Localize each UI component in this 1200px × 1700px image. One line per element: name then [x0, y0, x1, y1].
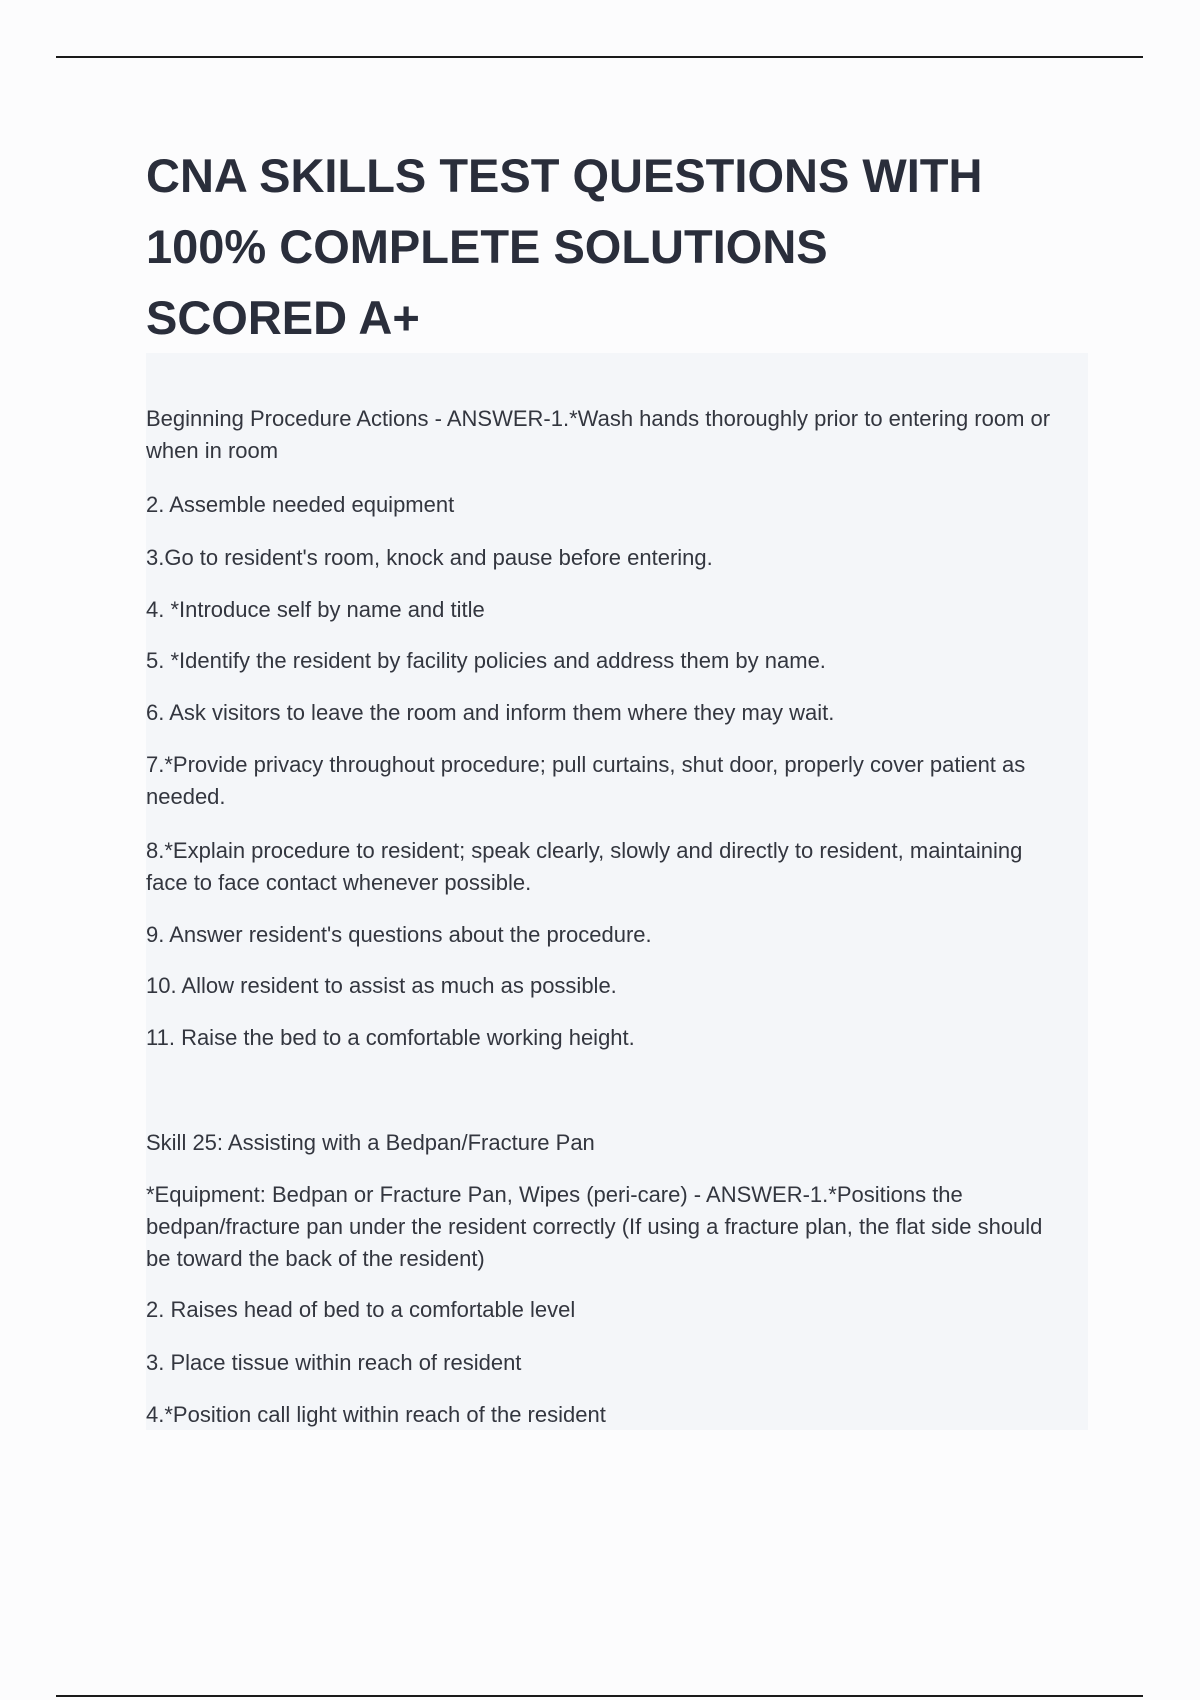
- title-line-2: 100% COMPLETE SOLUTIONS: [146, 220, 828, 273]
- answer-step-10: 10. Allow resident to assist as much as possible.: [146, 973, 617, 998]
- bedpan-step-3: 3. Place tissue within reach of resident: [146, 1350, 522, 1375]
- header-divider: [56, 56, 1143, 58]
- answer-step-2: 2. Assemble needed equipment: [146, 492, 455, 517]
- question-beginning-procedure: Beginning Procedure Actions - ANSWER-1.*Wash hands thoroughly prior to entering room or when in room: [146, 406, 1051, 463]
- document-title: [146, 140, 1106, 353]
- answer-step-11: 11. Raise the bed to a comfortable working height.: [146, 1025, 635, 1050]
- answer-step-6: 6. Ask visitors to leave the room and inform them where they may wait.: [146, 700, 835, 725]
- bedpan-step-4: 4.*Position call light within reach of the resident: [146, 1402, 606, 1427]
- answer-step-4: 4. *Introduce self by name and title: [146, 597, 485, 622]
- footer-divider: [56, 1695, 1143, 1697]
- answer-step-7: 7.*Provide privacy throughout procedure; pull curtains, shut door, properly cover patient as needed.: [146, 752, 1026, 809]
- question-bedpan-equipment: *Equipment: Bedpan or Fracture Pan, Wipes (peri-care) - ANSWER-1.*Positions the bedpan/fracture pan under the resident correctly (If using a fracture plan, the flat side should be toward the back of the resident): [146, 1182, 1043, 1271]
- title-line-1: CNA SKILLS TEST QUESTIONS WITH: [146, 149, 983, 202]
- skill-25-heading: Skill 25: Assisting with a Bedpan/Fracture Pan: [146, 1130, 595, 1155]
- answer-step-8: 8.*Explain procedure to resident; speak clearly, slowly and directly to resident, maintaining face to face contact whenever possible.: [146, 838, 1023, 895]
- answer-step-5: 5. *Identify the resident by facility policies and address them by name.: [146, 648, 826, 673]
- title-line-3: SCORED A+: [146, 291, 420, 344]
- answer-step-3: 3.Go to resident's room, knock and pause before entering.: [146, 545, 713, 570]
- answer-step-9: 9. Answer resident's questions about the procedure.: [146, 922, 652, 947]
- bedpan-step-2: 2. Raises head of bed to a comfortable level: [146, 1297, 576, 1322]
